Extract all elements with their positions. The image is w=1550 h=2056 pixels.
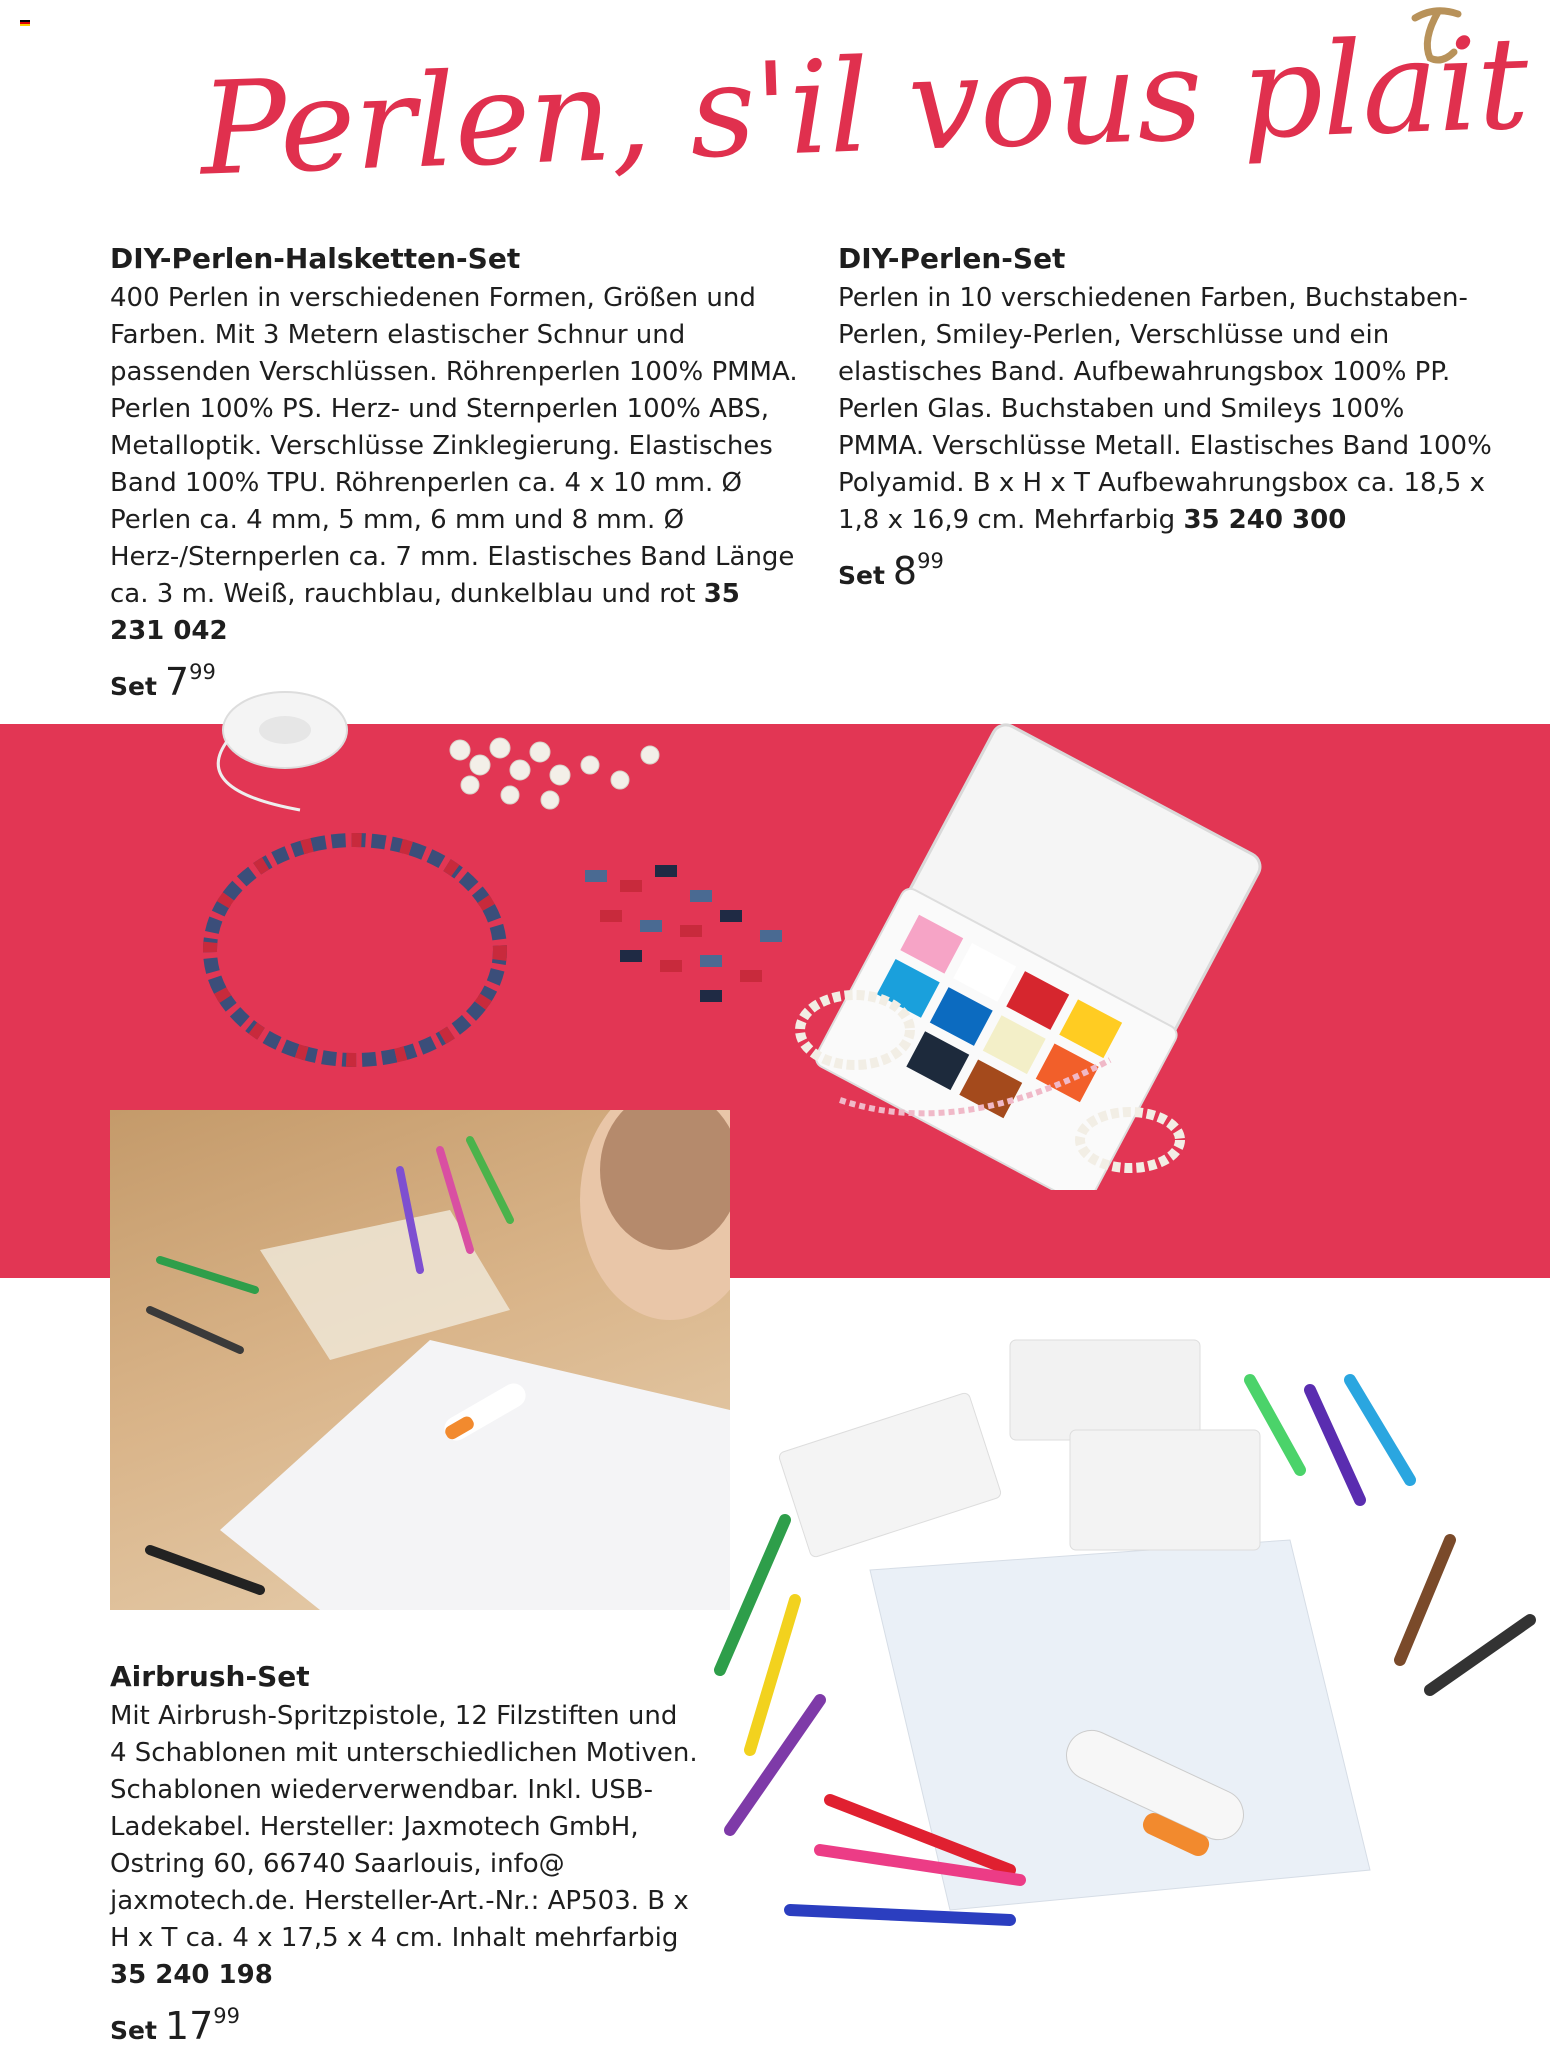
brand-logo-icon — [1400, 0, 1470, 70]
product-necklace-set — [110, 242, 800, 712]
product-photo-airbrush — [110, 1110, 730, 1610]
airbrush-scene-illustration — [110, 1110, 730, 1610]
product-title: DIY-Perlen-Set — [838, 242, 1066, 275]
price-label: Set — [110, 672, 157, 701]
price-main: 7 — [164, 660, 190, 704]
price-label: Set — [838, 561, 885, 590]
product-beads-set — [838, 242, 1498, 601]
article-number: 35 240 198 — [110, 1960, 273, 1990]
airbrush-set-illustration — [690, 1310, 1550, 2010]
product-description: 400 Perlen in verschiedenen Formen, Größen und Farben. Mit 3 Metern elastischer Schnur und passenden Verschlüssen. Röhrenperlen 100% PMMA. Perlen 100% PS. Herz- und Sternperlen 100% ABS, Metalloptik. Verschlüsse Zinklegierung. Elastisches Band 100% TPU. Röhrenperlen ca. 4 x 10 mm. Ø Perlen ca. 4 mm, 5 mm, 6 mm und 8 mm. Ø Herz-/Sternperlen ca. 7 mm. Elastisches Band Länge ca. 3 m. Weiß, rauchblau, dunkelblau und rot 35 231 042 — [110, 283, 798, 646]
price-main: 8 — [892, 549, 918, 593]
article-number: 35 231 042 — [110, 579, 740, 646]
article-number: 35 240 300 — [1183, 505, 1347, 535]
price-main: 17 — [164, 2004, 214, 2048]
page-headline: Perlen, s'il vous plait — [197, 9, 1531, 205]
price-label: Set — [110, 2016, 157, 2045]
price-cents: 99 — [917, 549, 944, 573]
price-cents: 99 — [189, 660, 216, 684]
product-title: Airbrush-Set — [110, 1660, 310, 1693]
price — [838, 549, 1498, 601]
german-flag-icon — [20, 20, 30, 26]
product-title: DIY-Perlen-Halsketten-Set — [110, 242, 521, 275]
price — [110, 2004, 700, 2056]
product-description: Mit Airbrush-Spritzpistole, 12 Filzstiften und 4 Schablonen mit unterschiedlichen Motiven. Schablonen wiederverwendbar. Inkl. USB-Ladekabel. Hersteller: Jaxmotech GmbH, Ostring 60, 66740 Saarlouis, info@ jaxmotech.de. Hersteller-Art.-Nr.: AP503. B x H x T ca. 4 x 17,5 x 4 cm. Inhalt mehrfarbig 35 240 198 — [110, 1701, 698, 1990]
price-cents: 99 — [213, 2004, 241, 2028]
product-airbrush-set — [110, 1660, 700, 2056]
product-description: Perlen in 10 verschiedenen Farben, Buchstaben-Perlen, Smiley-Perlen, Verschlüsse und ein elastisches Band. Aufbewahrungsbox 100% PP. Perlen Glas. Buchstaben und Smileys 100% PMMA. Verschlüsse Metall. Elastisches Band 100% Polyamid. B x H x T Aufbewahrungsbox ca. 18,5 x 1,8 x 16,9 cm. Mehrfarbig 35 240 300 — [838, 283, 1492, 535]
